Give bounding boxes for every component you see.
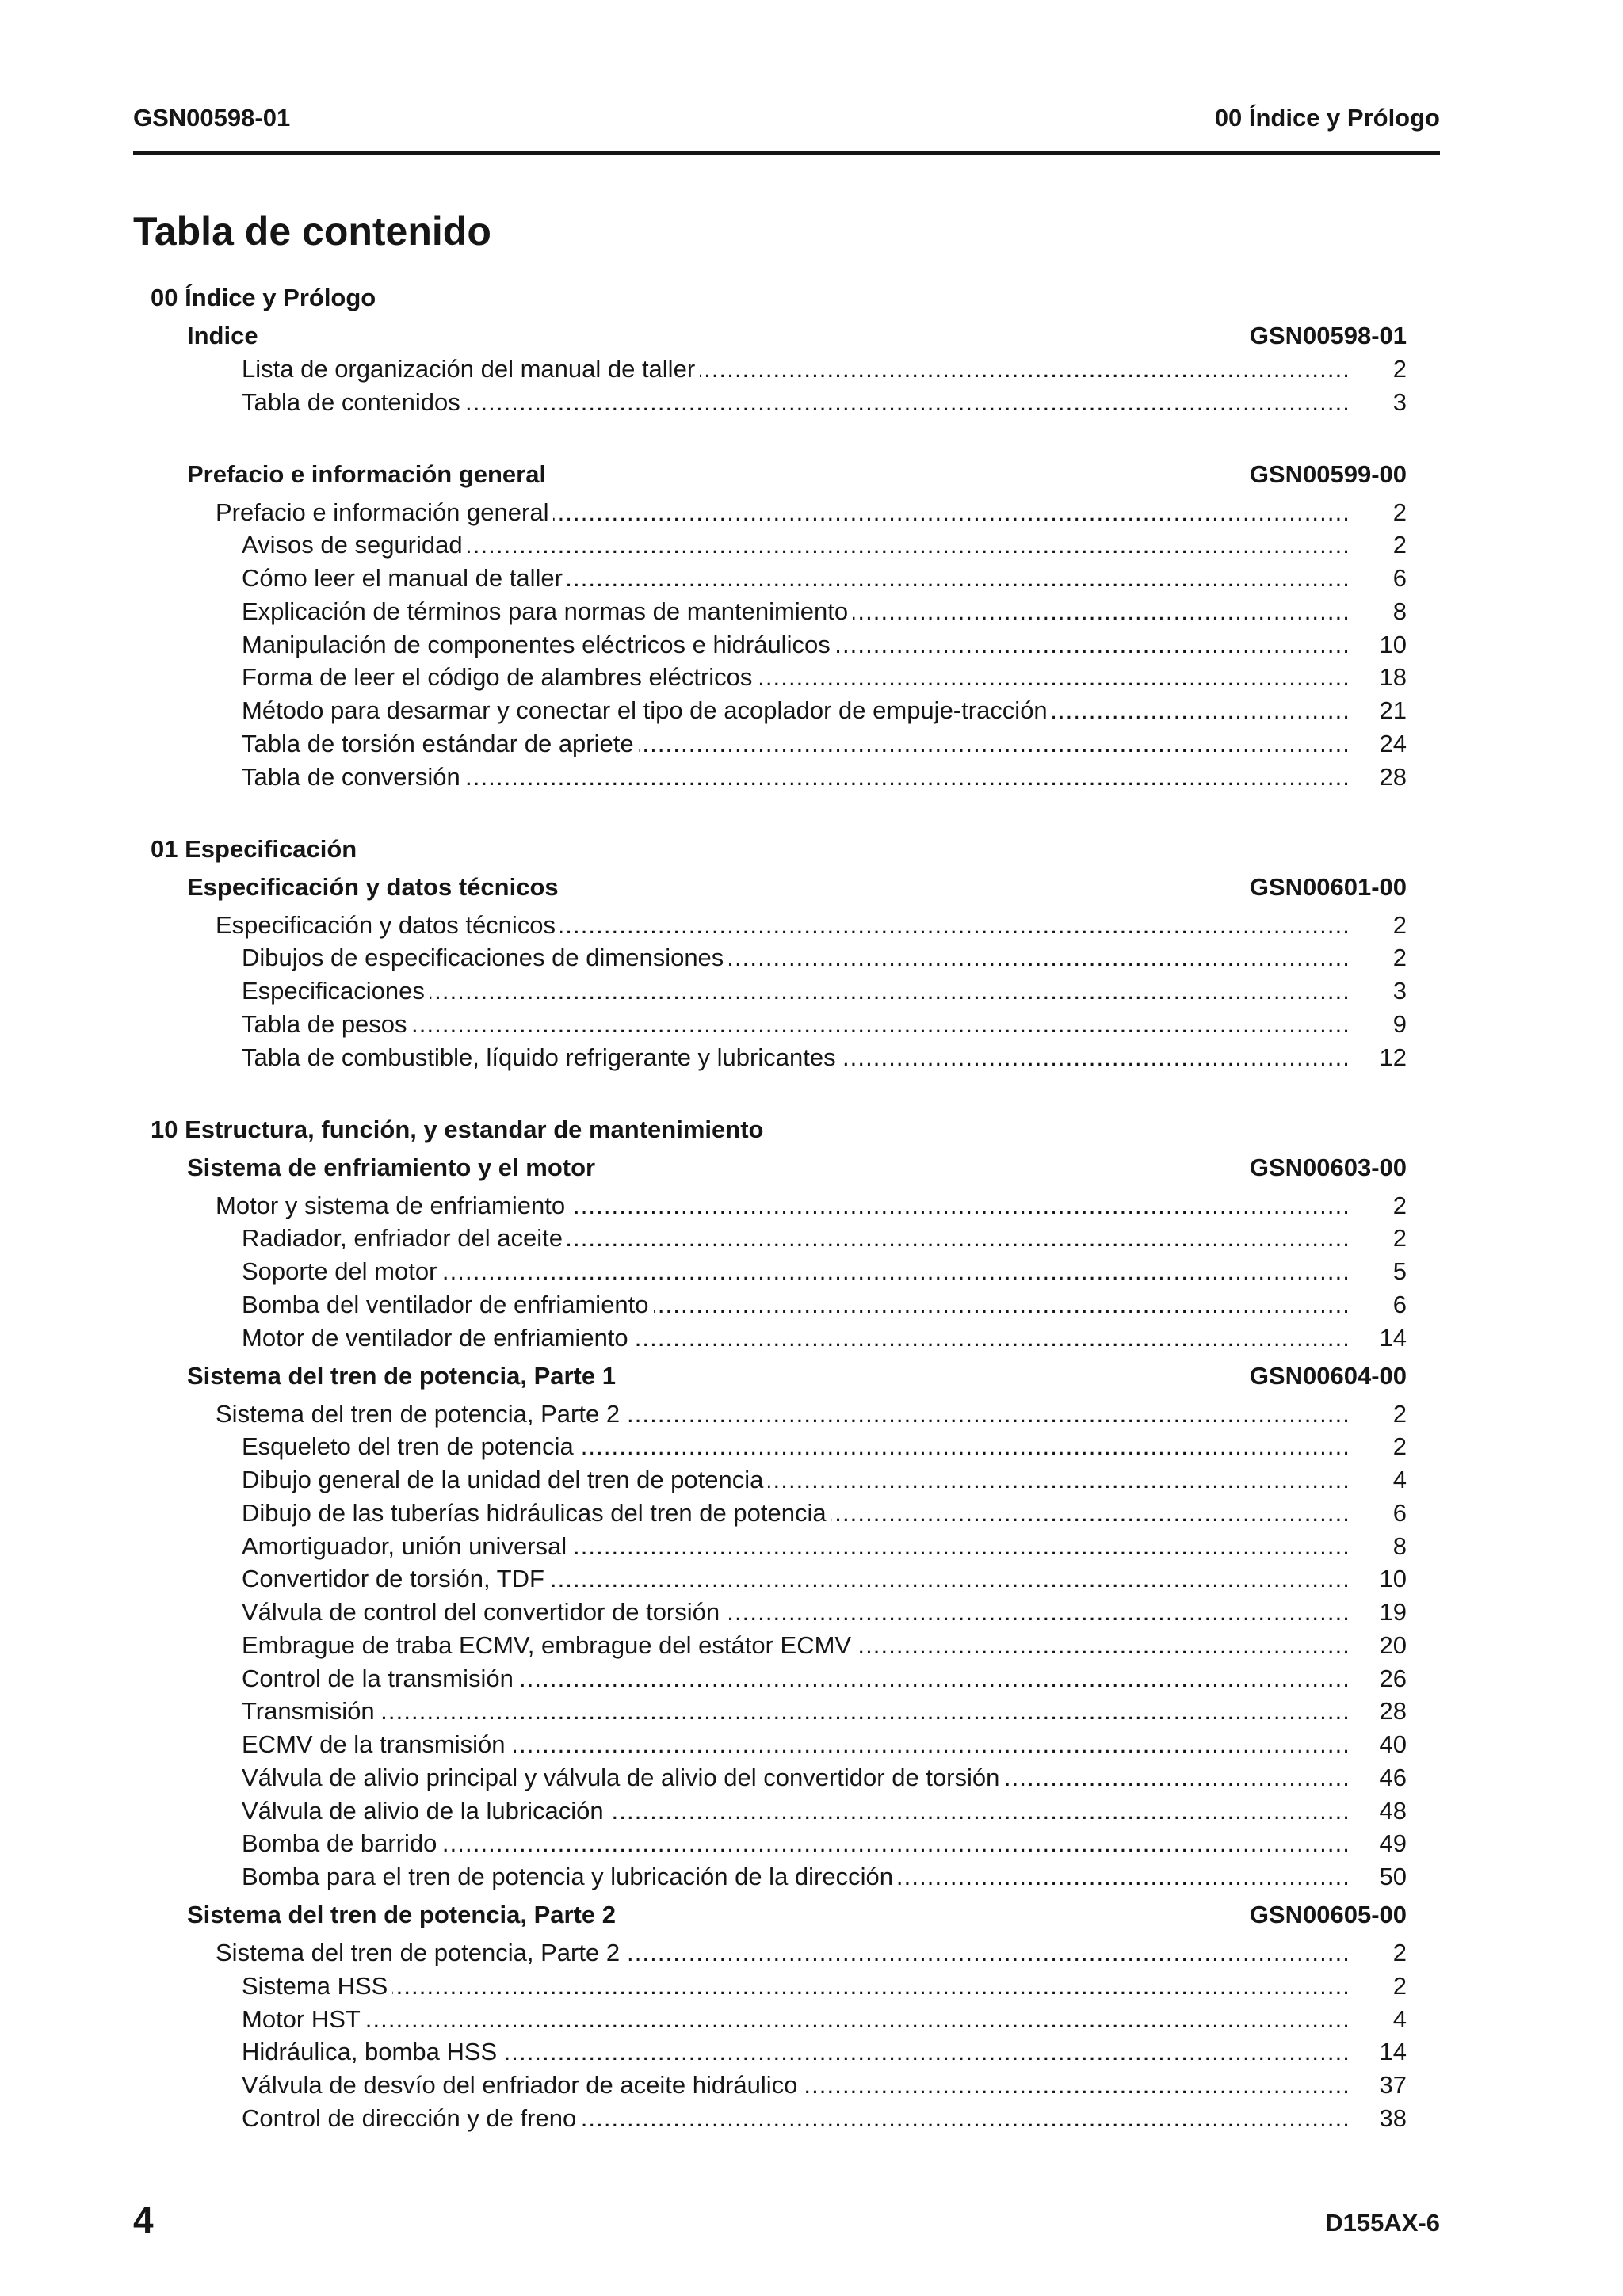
- toc-dot-leader: [441, 1827, 1350, 1860]
- toc-item-title: Soporte del motor: [242, 1257, 437, 1285]
- toc-item: [0, 941, 1623, 974]
- toc-item: [0, 661, 1623, 694]
- toc-dot-leader: [1004, 1761, 1350, 1794]
- toc-page-number: 6: [1392, 564, 1407, 592]
- toc-item-title: Dibujo general de la unidad del tren de potencia: [242, 1466, 764, 1493]
- toc-item: [0, 761, 1623, 794]
- toc-dot-leader: [624, 1936, 1350, 1970]
- toc-page-number: 38: [1379, 2103, 1407, 2132]
- toc-document-code: GSN00605-00: [1249, 1901, 1407, 1928]
- toc-page-number: 18: [1379, 663, 1407, 692]
- toc-item-title: Avisos de seguridad: [242, 531, 463, 559]
- toc-item-title: Bomba del ventilador de enfriamiento: [242, 1290, 649, 1318]
- toc-item: [0, 2069, 1623, 2102]
- toc-page-number: 12: [1379, 1043, 1407, 1071]
- toc-item-title: Control de dirección y de freno: [242, 2103, 577, 2132]
- toc-item: [0, 628, 1623, 662]
- toc-topic: [0, 1936, 1623, 1970]
- toc-item: [0, 2035, 1623, 2069]
- toc-dot-leader: [835, 628, 1350, 662]
- toc-item: [0, 353, 1623, 386]
- toc-item: [0, 1728, 1623, 1761]
- toc-dot-leader: [1052, 694, 1350, 727]
- toc-page-number: 14: [1379, 1323, 1407, 1352]
- toc-item: [0, 1530, 1623, 1563]
- toc-document-code: GSN00603-00: [1249, 1153, 1407, 1181]
- toc-item-title: Convertidor de torsión, TDF: [242, 1565, 544, 1593]
- toc-item-title: Tabla de combustible, líquido refrigerante y lubricantes: [242, 1043, 836, 1071]
- toc-item-title: Sistema HSS: [242, 1971, 388, 2000]
- toc-item: [0, 1794, 1623, 1828]
- toc-page-number: 48: [1379, 1796, 1407, 1825]
- toc-item: [0, 1562, 1623, 1596]
- toc-item-title: Bomba de barrido: [242, 1829, 437, 1858]
- footer-model-code: D155AX-6: [1325, 2209, 1440, 2237]
- toc-item-title: Transmisión: [242, 1697, 375, 1726]
- toc-section-heading: [0, 281, 1623, 315]
- toc-item-title: Dibujo de las tuberías hidráulicas del tren de potencia: [242, 1498, 827, 1527]
- toc-section-heading: [0, 833, 1623, 866]
- toc-dot-leader: [728, 941, 1350, 974]
- toc-item: [0, 1497, 1623, 1530]
- toc-dot-leader: [898, 1860, 1350, 1894]
- toc-document-heading: [0, 871, 1623, 904]
- toc-page-number: 6: [1392, 1290, 1407, 1318]
- toc-document-title: Especificación y datos técnicos: [187, 872, 559, 901]
- toc-topic-title: Sistema del tren de potencia, Parte 2: [216, 1939, 621, 1966]
- toc-page-number: 14: [1379, 2038, 1407, 2066]
- toc-document-code: GSN00599-00: [1249, 460, 1407, 488]
- toc-topic-title: Prefacio e información general: [216, 498, 549, 526]
- toc-item-title: Tabla de conversión: [242, 762, 460, 791]
- toc-page-number: 3: [1392, 387, 1407, 416]
- page-title: Tabla de contenido: [133, 209, 491, 254]
- toc-item: [0, 1041, 1623, 1074]
- toc-item-title: ECMV de la transmisión: [242, 1730, 506, 1758]
- toc-section-heading: [0, 1113, 1623, 1146]
- toc-item: [0, 1288, 1623, 1322]
- toc-item-title: Lista de organización del manual de taller: [242, 354, 696, 383]
- toc-page-number: 3: [1392, 977, 1407, 1005]
- toc-dot-leader: [609, 1794, 1350, 1828]
- toc-item-title: Válvula de desvío del enfriador de aceite hidráulico: [242, 2071, 798, 2099]
- toc-item: [0, 1430, 1623, 1463]
- toc-dot-leader: [581, 2102, 1350, 2135]
- toc-topic-title: Especificación y datos técnicos: [216, 910, 556, 939]
- toc-page-number: 5: [1392, 1257, 1407, 1285]
- toc-page-number: 28: [1379, 1697, 1407, 1726]
- toc-item-title: Tabla de contenidos: [242, 387, 460, 416]
- toc-topic: [0, 1189, 1623, 1222]
- toc-item-title: Método para desarmar y conectar el tipo de acoplador de empuje-tracción: [242, 696, 1048, 724]
- toc-page-number: 8: [1392, 597, 1407, 625]
- toc-document-code: GSN00598-01: [1249, 322, 1407, 349]
- toc-item: [0, 1695, 1623, 1728]
- toc-dot-leader: [757, 661, 1350, 694]
- toc-page-number: 2: [1392, 354, 1407, 383]
- toc-page-number: 2: [1392, 944, 1407, 972]
- toc-document-title: Sistema del tren de potencia, Parte 2: [187, 1901, 616, 1928]
- toc-page-number: 2: [1392, 1971, 1407, 2000]
- toc-page-number: 2: [1392, 498, 1407, 526]
- toc-dot-leader: [553, 496, 1350, 529]
- toc-page-number: 19: [1379, 1598, 1407, 1626]
- toc-item: [0, 1222, 1623, 1255]
- toc-item: [0, 1629, 1623, 1662]
- toc-page-number: 10: [1379, 1565, 1407, 1593]
- toc-document-heading: [0, 458, 1623, 491]
- toc-item-title: Explicación de términos para normas de mantenimiento: [242, 597, 849, 625]
- toc-item: [0, 1255, 1623, 1288]
- toc-page-number: 4: [1392, 1466, 1407, 1493]
- toc-item-title: Válvula de alivio de la lubricación: [242, 1796, 604, 1825]
- toc-item-title: Especificaciones: [242, 977, 425, 1005]
- toc-dot-leader: [518, 1662, 1350, 1695]
- toc-dot-leader: [700, 353, 1350, 386]
- toc-item-title: Amortiguador, unión universal: [242, 1531, 567, 1560]
- toc-item: [0, 562, 1623, 595]
- toc-dot-leader: [567, 562, 1350, 595]
- toc-item: [0, 694, 1623, 727]
- toc-page-number: 2: [1392, 1399, 1407, 1428]
- header-section-title: 00 Índice y Prólogo: [1214, 104, 1440, 132]
- toc-page-number: 49: [1379, 1829, 1407, 1858]
- toc-item: [0, 1970, 1623, 2003]
- toc-dot-leader: [502, 2035, 1350, 2069]
- footer-page-number: 4: [133, 2199, 154, 2241]
- toc-document-heading: [0, 1151, 1623, 1184]
- toc-dot-leader: [380, 1695, 1350, 1728]
- toc-document-code: GSN00604-00: [1249, 1361, 1407, 1390]
- toc-page-number: 46: [1379, 1763, 1407, 1791]
- toc-item: [0, 1860, 1623, 1894]
- toc-dot-leader: [841, 1041, 1350, 1074]
- toc-dot-leader: [430, 974, 1350, 1008]
- toc-dot-leader: [579, 1430, 1350, 1463]
- toc-item-title: Embrague de traba ECMV, embrague del estátor ECMV: [242, 1630, 852, 1659]
- toc-document-heading: [0, 1898, 1623, 1932]
- toc-item: [0, 595, 1623, 628]
- toc-dot-leader: [633, 1322, 1350, 1355]
- toc-dot-leader: [441, 1255, 1350, 1288]
- toc-dot-leader: [560, 909, 1350, 942]
- toc-item-title: Válvula de alivio principal y válvula de alivio del convertidor de torsión: [242, 1763, 1000, 1791]
- toc-dot-leader: [549, 1562, 1350, 1596]
- toc-dot-leader: [365, 2003, 1350, 2036]
- toc-dot-leader: [831, 1497, 1350, 1530]
- header-document-code: GSN00598-01: [133, 104, 291, 132]
- toc-page-number: 10: [1379, 630, 1407, 658]
- toc-dot-leader: [465, 761, 1350, 794]
- toc-dot-leader: [724, 1596, 1350, 1629]
- toc-document-title: Sistema del tren de potencia, Parte 1: [187, 1361, 616, 1390]
- toc-item: [0, 2102, 1623, 2135]
- toc-dot-leader: [465, 386, 1350, 419]
- toc-item-title: Dibujos de especificaciones de dimensiones: [242, 944, 724, 972]
- toc-dot-leader: [853, 595, 1350, 628]
- toc-dot-leader: [802, 2069, 1350, 2102]
- toc-item-title: Esqueleto del tren de potencia: [242, 1432, 574, 1461]
- toc-page-number: 2: [1392, 1939, 1407, 1966]
- toc-page-number: 40: [1379, 1730, 1407, 1758]
- toc-item-title: Forma de leer el código de alambres eléctricos: [242, 663, 753, 692]
- toc-section-title: 00 Índice y Prólogo: [151, 284, 376, 311]
- toc-page-number: 2: [1392, 1432, 1407, 1461]
- table-of-contents: [0, 281, 1623, 2135]
- toc-item-title: Bomba para el tren de potencia y lubricación de la dirección: [242, 1863, 893, 1890]
- toc-page-number: 2: [1392, 1191, 1407, 1219]
- toc-dot-leader: [412, 1008, 1350, 1041]
- toc-dot-leader: [392, 1970, 1350, 2003]
- toc-dot-leader: [468, 528, 1350, 562]
- toc-dot-leader: [856, 1629, 1350, 1662]
- toc-section-title: 01 Especificación: [151, 834, 357, 863]
- toc-page-number: 37: [1379, 2071, 1407, 2099]
- toc-item: [0, 1322, 1623, 1355]
- toc-item-title: Tabla de pesos: [242, 1009, 407, 1038]
- toc-item: [0, 2003, 1623, 2036]
- toc-dot-leader: [624, 1398, 1350, 1431]
- toc-topic-title: Motor y sistema de enfriamiento: [216, 1191, 566, 1219]
- toc-page-number: 26: [1379, 1664, 1407, 1692]
- header-rule: [133, 151, 1440, 155]
- toc-page-number: 2: [1392, 531, 1407, 559]
- toc-section-title: 10 Estructura, función, y estandar de mantenimiento: [151, 1115, 764, 1143]
- toc-page-number: 2: [1392, 1224, 1407, 1253]
- toc-dot-leader: [570, 1189, 1350, 1222]
- toc-page-number: 8: [1392, 1531, 1407, 1560]
- toc-item: [0, 1596, 1623, 1629]
- toc-dot-leader: [567, 1222, 1350, 1255]
- toc-dot-leader: [654, 1288, 1350, 1322]
- toc-page-number: 9: [1392, 1009, 1407, 1038]
- toc-document-heading: [0, 319, 1623, 353]
- toc-dot-leader: [571, 1530, 1350, 1563]
- toc-document-title: Indice: [187, 322, 258, 349]
- toc-item: [0, 528, 1623, 562]
- toc-page-number: 2: [1392, 910, 1407, 939]
- toc-dot-leader: [639, 727, 1350, 761]
- toc-page-number: 50: [1379, 1863, 1407, 1890]
- toc-item-title: Manipulación de componentes eléctricos e hidráulicos: [242, 630, 831, 658]
- toc-dot-leader: [510, 1728, 1350, 1761]
- toc-item-title: Válvula de control del convertidor de torsión: [242, 1598, 720, 1626]
- toc-item: [0, 1827, 1623, 1860]
- toc-page-number: 6: [1392, 1498, 1407, 1527]
- toc-topic: [0, 496, 1623, 529]
- toc-document-title: Prefacio e información general: [187, 460, 547, 488]
- toc-topic-title: Sistema del tren de potencia, Parte 2: [216, 1399, 621, 1428]
- toc-item: [0, 386, 1623, 419]
- toc-topic: [0, 909, 1623, 942]
- toc-item: [0, 727, 1623, 761]
- toc-item-title: Motor de ventilador de enfriamiento: [242, 1323, 628, 1352]
- toc-page-number: 28: [1379, 762, 1407, 791]
- toc-item: [0, 1662, 1623, 1695]
- toc-document-code: GSN00601-00: [1249, 872, 1407, 901]
- toc-topic: [0, 1398, 1623, 1431]
- toc-item-title: Radiador, enfriador del aceite: [242, 1224, 563, 1253]
- toc-item-title: Cómo leer el manual de taller: [242, 564, 563, 592]
- toc-item-title: Tabla de torsión estándar de apriete: [242, 729, 634, 757]
- toc-page-number: 21: [1379, 696, 1407, 724]
- toc-dot-leader: [768, 1463, 1350, 1497]
- toc-document-title: Sistema de enfriamiento y el motor: [187, 1153, 596, 1181]
- toc-item-title: Hidráulica, bomba HSS: [242, 2038, 498, 2066]
- toc-item: [0, 1008, 1623, 1041]
- toc-item: [0, 974, 1623, 1008]
- toc-item: [0, 1761, 1623, 1794]
- toc-document-heading: [0, 1360, 1623, 1393]
- toc-item-title: Motor HST: [242, 2004, 361, 2033]
- toc-item: [0, 1463, 1623, 1497]
- toc-page-number: 4: [1392, 2004, 1407, 2033]
- toc-page-number: 24: [1379, 729, 1407, 757]
- toc-page-number: 20: [1379, 1630, 1407, 1659]
- toc-item-title: Control de la transmisión: [242, 1664, 514, 1692]
- page-header: [133, 103, 1440, 133]
